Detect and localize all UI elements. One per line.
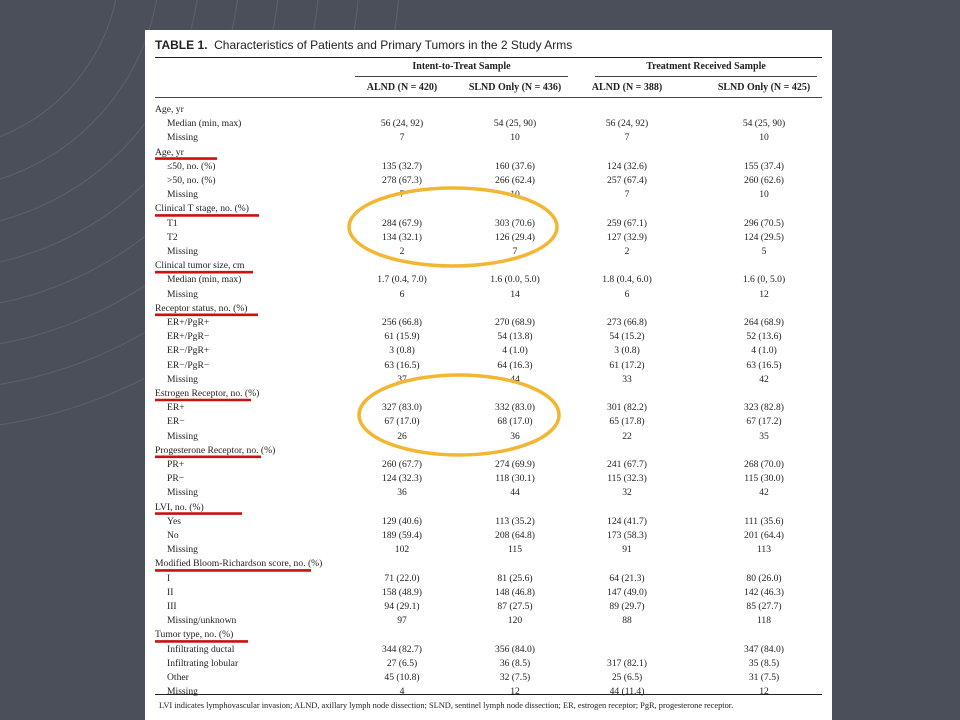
table-cell: 124 (29.5) xyxy=(744,231,784,243)
table-row xyxy=(145,160,832,174)
section-header-row xyxy=(145,103,832,117)
table-cell: 127 (32.9) xyxy=(607,231,647,243)
table-cell: 42 xyxy=(759,487,769,499)
row-label: Median (min, max) xyxy=(167,118,242,130)
table-row xyxy=(145,458,832,472)
row-label: ≤50, no. (%) xyxy=(167,160,216,172)
table-cell: 201 (64.4) xyxy=(744,530,784,541)
table-cell: 64 (21.3) xyxy=(609,572,645,584)
table-cell: 67 (17.2) xyxy=(746,416,782,428)
row-label: Infiltrating lobular xyxy=(167,657,239,669)
table-cell: 115 (30.0) xyxy=(744,473,784,485)
table-cell: 81 (25.6) xyxy=(497,572,533,584)
table-row xyxy=(145,245,832,259)
row-label: Estrogen Receptor, no. (%) xyxy=(155,388,260,399)
table-cell: 115 xyxy=(507,544,523,556)
table-cell: 124 (41.7) xyxy=(607,515,647,527)
table-cell: 268 (70.0) xyxy=(744,459,784,470)
table-cell: 7 xyxy=(399,189,405,201)
table-cell: 7 xyxy=(399,132,405,144)
table-cell: 33 xyxy=(622,373,632,385)
table-row xyxy=(145,415,832,429)
table-row xyxy=(145,657,832,671)
table-row xyxy=(145,131,832,145)
table-cell: 89 (29.7) xyxy=(609,601,645,612)
table-cell: 155 (37.4) xyxy=(744,160,784,172)
table-row xyxy=(145,671,832,685)
table-cell: 44 (11.4) xyxy=(609,686,645,698)
row-label: No xyxy=(167,530,179,541)
table-cell: 189 (59.4) xyxy=(382,530,422,541)
table-cell: 37 xyxy=(397,373,407,385)
group-treatment-received: Treatment Received Sample xyxy=(646,61,766,72)
table-cell: 36 xyxy=(397,487,407,499)
row-label: Tumor type, no. (%) xyxy=(155,629,234,641)
table-cell: 10 xyxy=(510,189,520,201)
table-cell: 317 (82.1) xyxy=(607,657,647,669)
table-cell: 56 (24, 92) xyxy=(380,118,424,130)
table-cell: 278 (67.3) xyxy=(382,175,422,186)
row-label: Progesterone Receptor, no. (%) xyxy=(155,444,276,456)
row-label: Median (min, max) xyxy=(167,274,242,286)
table-cell: 134 (32.1) xyxy=(382,231,422,243)
table-cell: 296 (70.5) xyxy=(744,217,784,229)
table-cell: 120 xyxy=(507,615,523,627)
table-cell: 54 (25, 90) xyxy=(742,118,786,130)
table-cell: 257 (67.4) xyxy=(607,175,647,186)
row-label: Clinical tumor size, cm xyxy=(155,260,245,272)
row-label: Missing xyxy=(167,189,198,201)
footer-rule xyxy=(155,694,822,695)
row-label: PR+ xyxy=(167,459,185,470)
table-cell: 4 xyxy=(399,686,405,698)
table-cell: 12 xyxy=(759,288,769,300)
table-cell: 126 (29.4) xyxy=(495,231,535,243)
section-header-row xyxy=(145,259,832,273)
table-cell: 71 (22.0) xyxy=(384,572,420,584)
table-cell: 208 (64.8) xyxy=(495,530,535,541)
column-header: SLND Only (N = 436) xyxy=(468,82,562,93)
table-cell: 129 (40.6) xyxy=(382,515,422,527)
table-cell: 10 xyxy=(510,132,520,144)
table-cell: 87 (27.5) xyxy=(497,601,533,612)
table-cell: 63 (16.5) xyxy=(746,359,782,371)
row-label: ER+/PgR− xyxy=(167,331,210,343)
table-cell: 173 (58.3) xyxy=(607,530,647,541)
row-label: T2 xyxy=(167,231,178,243)
table-row xyxy=(145,359,832,373)
section-header-row xyxy=(145,387,832,401)
table-cell: 260 (67.7) xyxy=(382,459,422,470)
table-row xyxy=(145,330,832,344)
row-label: Missing xyxy=(167,246,198,257)
column-header: ALND (N = 388) xyxy=(591,82,663,93)
row-label: Missing xyxy=(167,487,198,499)
table-cell: 7 xyxy=(624,189,630,201)
table-cell: 135 (32.7) xyxy=(382,160,422,172)
table-cell: 35 (8.5) xyxy=(748,657,780,669)
table-cell: 327 (83.0) xyxy=(382,402,422,414)
table-cell: 12 xyxy=(759,686,769,698)
table-cell: 160 (37.6) xyxy=(495,160,535,172)
table-cell: 102 xyxy=(394,544,410,556)
table-cell: 12 xyxy=(510,686,520,698)
table-cell: 4 (1.0) xyxy=(751,345,777,357)
table-row xyxy=(145,117,832,131)
table-cell: 91 xyxy=(622,544,632,556)
group-rule-2 xyxy=(595,76,817,77)
table-row xyxy=(145,486,832,500)
column-header: ALND (N = 420) xyxy=(366,82,438,93)
row-label: ER−/PgR+ xyxy=(167,345,210,357)
table-cell: 61 (15.9) xyxy=(384,331,420,343)
table-label: TABLE 1. xyxy=(155,38,208,52)
row-label: Age, yr xyxy=(155,146,184,158)
table-row xyxy=(145,543,832,557)
table-cell: 7 xyxy=(512,246,518,257)
table-cell: 36 (8.5) xyxy=(499,657,531,669)
row-label: LVI, no. (%) xyxy=(155,501,204,513)
table-cell: 26 xyxy=(397,430,407,442)
table-cell: 142 (46.3) xyxy=(744,586,784,598)
table-cell: 4 (1.0) xyxy=(502,345,528,357)
table-cell: 241 (67.7) xyxy=(607,459,647,470)
table-row xyxy=(145,288,832,302)
table-cell: 88 xyxy=(622,615,632,627)
table-cell: 113 xyxy=(756,544,772,556)
table-row xyxy=(145,217,832,231)
table-cell: 5 xyxy=(761,246,767,257)
table-cell: 42 xyxy=(759,373,769,385)
table-row xyxy=(145,614,832,628)
table-row xyxy=(145,373,832,387)
table-row xyxy=(145,401,832,415)
row-label: ER− xyxy=(167,416,185,428)
table-row xyxy=(145,586,832,600)
table-cell: 35 xyxy=(759,430,769,442)
row-label: ER+/PgR+ xyxy=(167,317,210,328)
row-label: Infiltrating ductal xyxy=(167,643,235,655)
table-cell: 6 xyxy=(399,288,405,300)
table-cell: 45 (10.8) xyxy=(384,672,420,683)
table-row xyxy=(145,273,832,287)
table-cell: 54 (15.2) xyxy=(609,331,645,343)
table-row xyxy=(145,643,832,657)
table-row xyxy=(145,231,832,245)
table-footnote: LVI indicates lymphovascular invasion; ALND, axillary lymph node dissection; SLND, sentinel lymph node dissection; ER, estrogen receptor; PgR, progesterone receptor. xyxy=(159,701,734,710)
table-cell: 301 (82.2) xyxy=(607,402,647,414)
table-cell: 264 (68.9) xyxy=(744,317,784,328)
table-cell: 68 (17.0) xyxy=(497,416,533,428)
row-label: Yes xyxy=(167,515,181,527)
table-cell: 2 xyxy=(624,246,630,257)
row-label: Other xyxy=(167,672,189,683)
table-row xyxy=(145,685,832,699)
table-cell: 332 (83.0) xyxy=(495,402,535,414)
table-cell: 94 (29.1) xyxy=(384,601,420,612)
table-cell: 6 xyxy=(624,288,630,300)
section-header-row xyxy=(145,501,832,515)
row-label: Missing xyxy=(167,686,198,698)
table-cell: 344 (82.7) xyxy=(382,643,422,655)
table-cell: 147 (49.0) xyxy=(607,586,647,598)
table-cell: 111 (35.6) xyxy=(744,515,784,527)
table-cell: 3 (0.8) xyxy=(389,345,415,357)
table-cell: 36 xyxy=(510,430,520,442)
table-cell: 1.6 (0.0, 5.0) xyxy=(490,274,540,286)
table-cell: 303 (70.6) xyxy=(495,217,535,229)
table-row xyxy=(145,174,832,188)
table-cell: 10 xyxy=(759,132,769,144)
row-label: Missing xyxy=(167,132,198,144)
table-cell: 52 (13.6) xyxy=(746,331,782,343)
row-label: III xyxy=(167,601,177,612)
table-cell: 56 (24, 92) xyxy=(605,118,649,130)
table-document xyxy=(145,30,832,720)
table-cell: 67 (17.0) xyxy=(384,416,420,428)
table-cell: 25 (6.5) xyxy=(611,672,643,683)
row-label: ER+ xyxy=(167,402,185,414)
table-cell: 270 (68.9) xyxy=(495,317,535,328)
table-row xyxy=(145,515,832,529)
table-cell: 2 xyxy=(399,246,405,257)
table-cell: 1.7 (0.4, 7.0) xyxy=(377,274,427,286)
table-cell: 54 (13.8) xyxy=(497,331,533,343)
section-header-row xyxy=(145,202,832,216)
table-cell: 65 (17.8) xyxy=(609,416,645,428)
row-label: Clinical T stage, no. (%) xyxy=(155,203,249,215)
row-label: I xyxy=(167,572,171,584)
row-label: Modified Bloom-Richardson score, no. (%) xyxy=(155,558,323,570)
table-row xyxy=(145,572,832,586)
group-intent-to-treat: Intent-to-Treat Sample xyxy=(412,61,511,72)
table-cell: 27 (6.5) xyxy=(386,657,418,669)
row-label: T1 xyxy=(167,217,178,229)
table-cell: 266 (62.4) xyxy=(495,175,535,186)
table-cell: 10 xyxy=(759,189,769,201)
table-cell: 124 (32.3) xyxy=(382,473,422,485)
section-header-row xyxy=(145,444,832,458)
row-label: PR− xyxy=(167,473,185,485)
table-cell: 323 (82.8) xyxy=(744,402,784,414)
table-row xyxy=(145,472,832,486)
table-cell: 259 (67.1) xyxy=(607,217,647,229)
row-label: II xyxy=(167,586,174,598)
table-cell: 274 (69.9) xyxy=(495,459,535,470)
table-caption: Characteristics of Patients and Primary Tumors in the 2 Study Arms xyxy=(214,38,573,52)
table-cell: 284 (67.9) xyxy=(382,217,422,229)
column-header: SLND Only (N = 425) xyxy=(717,82,811,93)
group-rule-1 xyxy=(355,76,568,77)
row-label: Missing xyxy=(167,544,198,556)
table-cell: 1.8 (0.4, 6.0) xyxy=(602,274,652,286)
table-cell: 63 (16.5) xyxy=(384,359,420,371)
table-cell: 85 (27.7) xyxy=(746,601,782,612)
table-cell: 44 xyxy=(510,487,520,499)
table-cell: 14 xyxy=(510,288,520,300)
table-cell: 22 xyxy=(622,430,632,442)
section-header-row xyxy=(145,302,832,316)
row-label: Age, yr xyxy=(155,104,184,115)
table-cell: 54 (25, 90) xyxy=(493,118,537,130)
table-cell: 273 (66.8) xyxy=(607,317,647,328)
table-cell: 80 (26.0) xyxy=(746,572,782,584)
section-header-row xyxy=(145,628,832,642)
table-cell: 118 xyxy=(756,615,772,627)
row-label: Missing xyxy=(167,373,198,385)
table-row xyxy=(145,316,832,330)
table-cell: 3 (0.8) xyxy=(614,345,640,357)
row-label: >50, no. (%) xyxy=(167,175,216,186)
table-cell: 32 (7.5) xyxy=(499,672,531,683)
table-cell: 256 (66.8) xyxy=(382,317,422,328)
row-label: Missing xyxy=(167,430,198,442)
table-cell: 118 (30.1) xyxy=(495,473,535,485)
table-cell: 97 xyxy=(397,615,407,627)
table-cell: 31 (7.5) xyxy=(748,672,780,683)
table-row xyxy=(145,529,832,543)
table-cell: 115 (32.3) xyxy=(607,473,647,485)
table-cell: 32 xyxy=(622,487,632,499)
table-row xyxy=(145,188,832,202)
header-rule xyxy=(155,97,822,98)
table-title xyxy=(155,38,822,58)
table-cell: 124 (32.6) xyxy=(607,160,647,172)
table-cell: 158 (48.9) xyxy=(382,586,422,598)
table-row xyxy=(145,344,832,358)
row-label: ER−/PgR− xyxy=(167,359,210,371)
table-cell: 64 (16.3) xyxy=(497,359,533,371)
table-cell: 7 xyxy=(624,132,630,144)
table-cell: 356 (84.0) xyxy=(495,643,535,655)
table-cell: 260 (62.6) xyxy=(744,175,784,186)
section-header-row xyxy=(145,557,832,571)
table-cell: 61 (17.2) xyxy=(609,359,645,371)
row-label: Missing xyxy=(167,288,198,300)
table-cell: 113 (35.2) xyxy=(495,515,535,527)
table-cell: 44 xyxy=(510,373,520,385)
section-header-row xyxy=(145,146,832,160)
table-cell: 148 (46.8) xyxy=(495,586,535,598)
row-label: Missing/unknown xyxy=(167,615,237,627)
table-cell: 347 (84.0) xyxy=(744,643,784,655)
table-row xyxy=(145,430,832,444)
row-label: Receptor status, no. (%) xyxy=(155,302,248,314)
table-cell: 1.6 (0, 5.0) xyxy=(742,274,786,286)
table-row xyxy=(145,600,832,614)
